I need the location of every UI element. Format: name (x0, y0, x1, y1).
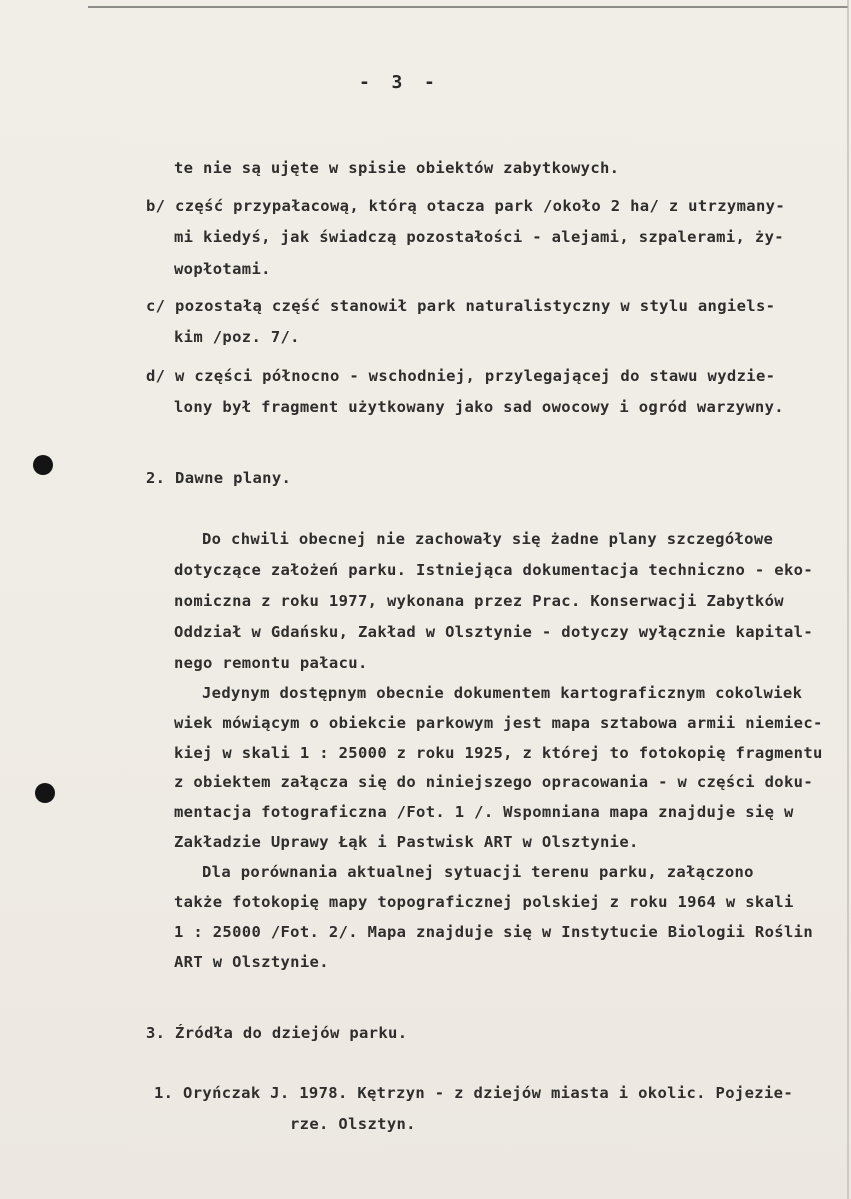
text-line: Oddział w Gdańsku, Zakład w Olsztynie - dotyczy wyłącznie kapital- (174, 623, 813, 641)
text-line: te nie są ujęte w spisie obiektów zabytkowych. (174, 159, 620, 177)
text-line: Do chwili obecnej nie zachowały się żadne plany szczegółowe (202, 530, 774, 548)
text-line: z obiektem załącza się do niniejszego opracowania - w części doku- (174, 773, 813, 791)
text-line: mentacja fotograficzna /Fot. 1 /. Wspomniana mapa znajduje się w (174, 803, 794, 821)
text-line: Zakładzie Uprawy Łąk i Pastwisk ART w Olsztynie. (174, 833, 639, 851)
punch-hole-bottom (35, 783, 55, 803)
text-line: d/ w części północno - wschodniej, przylegającej do stawu wydzie- (146, 367, 776, 385)
text-line: Dla porównania aktualnej sytuacji terenu parku, załączono (202, 863, 754, 881)
text-line: Jedynym dostępnym obecnie dokumentem kartograficznym cokolwiek (202, 684, 803, 702)
text-line: mi kiedyś, jak świadczą pozostałości - alejami, szpalerami, ży- (174, 228, 784, 246)
page-top-edge (88, 6, 848, 8)
page-right-edge (847, 0, 849, 1199)
text-line: dotyczące założeń parku. Istniejąca dokumentacja techniczno - eko- (174, 561, 813, 579)
text-line: wopłotami. (174, 260, 271, 278)
punch-hole-top (33, 455, 53, 475)
text-line: 1. Oryńczak J. 1978. Kętrzyn - z dziejów miasta i okolic. Pojezie- (154, 1084, 793, 1102)
text-line: ART w Olsztynie. (174, 953, 329, 971)
text-line: c/ pozostałą część stanowił park naturalistyczny w stylu angiels- (146, 297, 776, 315)
text-line: kim /poz. 7/. (174, 328, 300, 346)
text-line: b/ część przypałacową, którą otacza park /około 2 ha/ z utrzymany- (146, 197, 785, 215)
section-heading: 2. Dawne plany. (146, 469, 292, 487)
text-line: kiej w skali 1 : 25000 z roku 1925, z której to fotokopię fragmentu (174, 744, 823, 762)
text-line: nomiczna z roku 1977, wykonana przez Prac. Konserwacji Zabytków (174, 592, 784, 610)
text-line: rze. Olsztyn. (290, 1115, 416, 1133)
text-line: nego remontu pałacu. (174, 654, 368, 672)
text-line: 1 : 25000 /Fot. 2/. Mapa znajduje się w Instytucie Biologii Roślin (174, 923, 813, 941)
page-number: - 3 - (359, 72, 435, 93)
text-line: wiek mówiącym o obiekcie parkowym jest mapa sztabowa armii niemiec- (174, 714, 823, 732)
text-line: lony był fragment użytkowany jako sad owocowy i ogród warzywny. (174, 398, 784, 416)
text-line: także fotokopię mapy topograficznej polskiej z roku 1964 w skali (174, 893, 794, 911)
section-heading: 3. Źródła do dziejów parku. (146, 1024, 408, 1042)
